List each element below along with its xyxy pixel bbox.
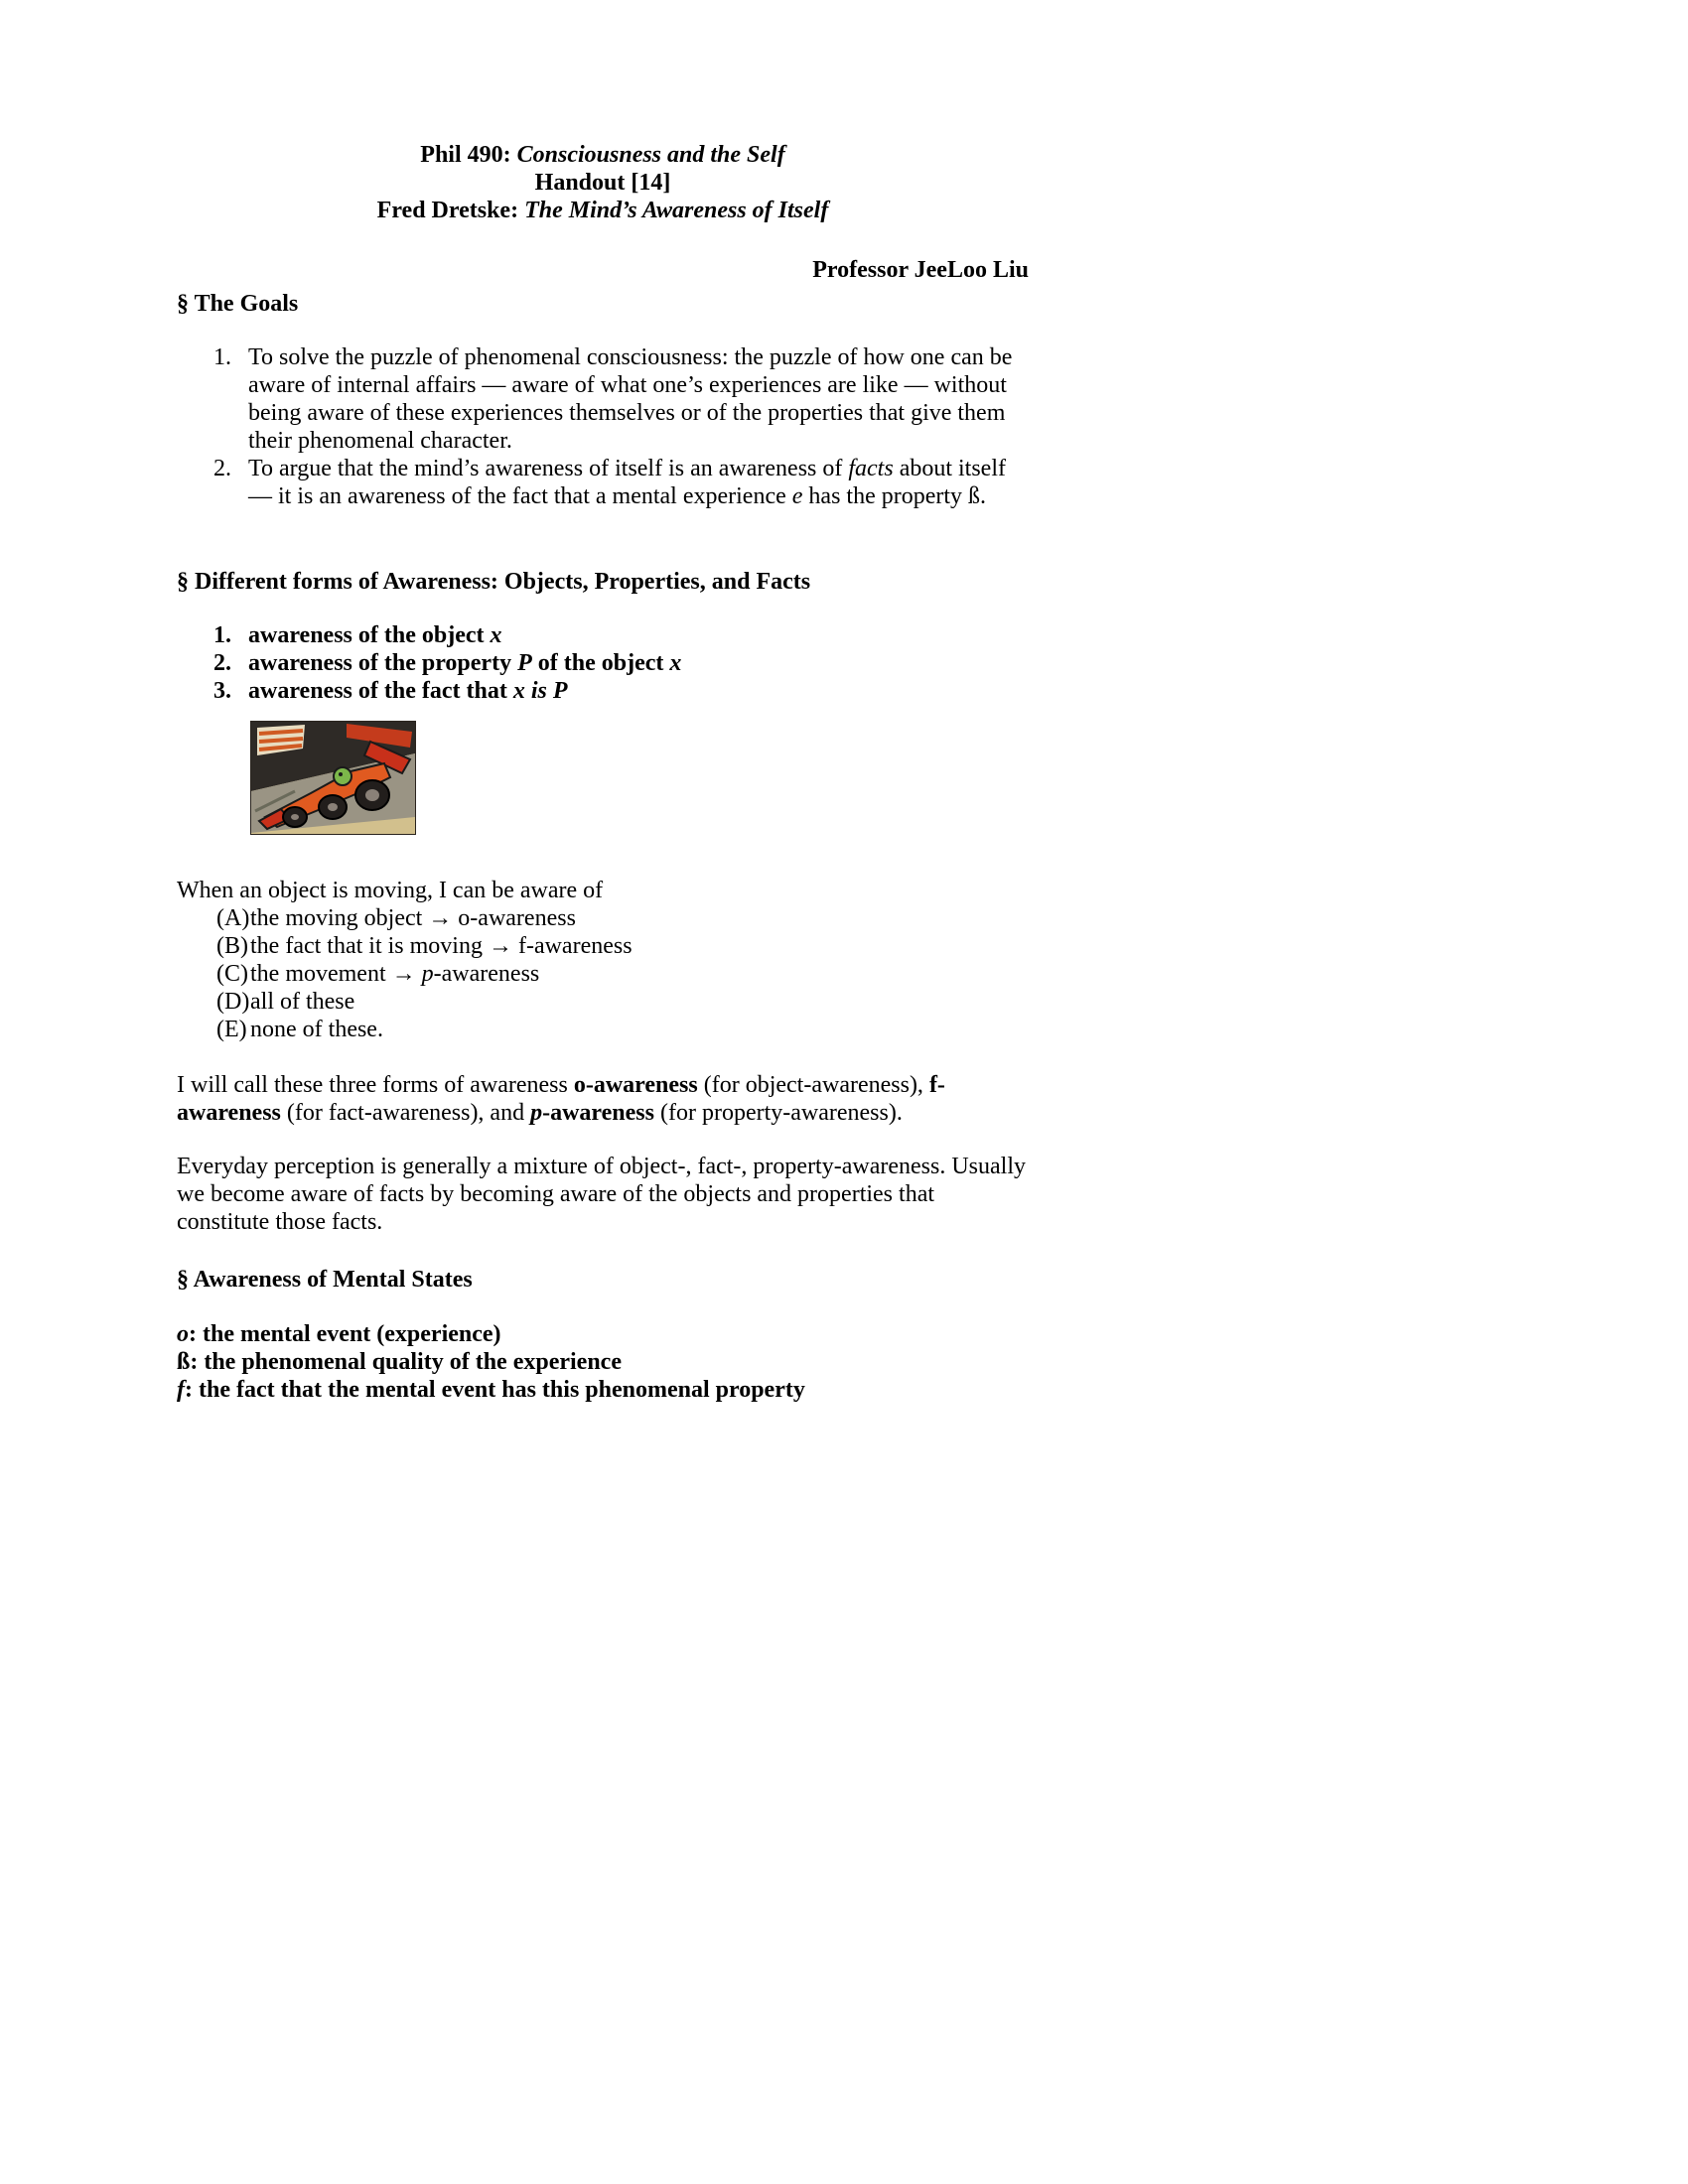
option-e (177, 1016, 1029, 1043)
goal-2-run: To argue that the mind’s awareness of itself is an awareness of (248, 456, 849, 481)
forms-item-3 (248, 677, 1029, 705)
mental-states-definitions (177, 1320, 1029, 1404)
reading-title: The Mind’s Awareness of Itself (524, 198, 829, 223)
option-label: (D) (216, 989, 250, 1015)
goal-2-italic: e (791, 483, 803, 509)
forms-run: awareness of the object (248, 622, 491, 648)
option-italic: p (421, 961, 434, 987)
option-text (250, 960, 539, 988)
forms-italic: x (669, 650, 682, 676)
course-name: Consciousness and the Self (516, 142, 785, 168)
option-label: (C) (216, 961, 248, 987)
definition-o (177, 1320, 1029, 1348)
everyday-paragraph: Everyday perception is generally a mixture of object-, fact-, property-awareness. Usually we become aware of facts by becoming aware of the objects and properties that constitute those facts. (177, 1154, 1026, 1235)
definition-beta: ß: the phenomenal quality of the experience (177, 1349, 622, 1375)
naming-run: I will call these three forms of awareness (177, 1072, 574, 1098)
race-car-illustration (251, 722, 415, 834)
option-label: (E) (216, 1017, 247, 1042)
forms-italic: x (490, 622, 502, 648)
option-d (177, 988, 1029, 1016)
forms-list (177, 621, 1029, 705)
definition-text: : the mental event (experience) (189, 1321, 501, 1347)
forms-item-1 (248, 621, 1029, 649)
naming-bold: -awareness (542, 1100, 654, 1126)
option-text: none of these. (250, 1017, 383, 1042)
list-item (177, 343, 1029, 455)
naming-paragraph (177, 1071, 1029, 1127)
option-label: (B) (216, 933, 248, 959)
list-item (177, 677, 1029, 705)
goal-2-run: has the property ß. (802, 483, 987, 509)
option-run: -awareness (433, 961, 540, 987)
list-item (177, 455, 1029, 510)
goal-2-run: about itself — it is an awareness of the fact that a mental experience (248, 456, 1006, 509)
reading-title-line (177, 197, 1029, 224)
forms-run: of the object (531, 650, 670, 676)
course-number: Phil 490: (420, 142, 517, 168)
list-item (177, 621, 1029, 649)
forms-heading: § Different forms of Awareness: Objects, Properties, and Facts (177, 569, 811, 595)
naming-run: (for property-awareness). (653, 1100, 903, 1126)
forms-italic: x is P (512, 678, 568, 704)
definition-f (177, 1376, 1029, 1404)
race-car-image (250, 721, 416, 835)
document-page (177, 141, 1029, 1404)
handout-number: Handout [14] (534, 170, 671, 196)
goals-list (177, 343, 1029, 510)
definition-text: : the fact that the mental event has this phenomenal property (185, 1377, 805, 1403)
naming-run: (for fact-awareness), and (280, 1100, 531, 1126)
list-item-number: 1. (213, 344, 231, 370)
option-label: (A) (216, 905, 250, 931)
goal-1-text: To solve the puzzle of phenomenal consciousness: the puzzle of how one can be aware of internal affairs — aware of what one’s experiences are like — without being aware of these experiences themselves or of the properties that give them their phenomenal character. (248, 344, 1013, 454)
forms-italic: P (517, 650, 532, 676)
movement-options (177, 904, 1029, 1043)
forms-run: awareness of the fact that (248, 678, 513, 704)
option-a (177, 904, 1029, 932)
naming-bold: f-awareness (177, 1072, 945, 1126)
naming-bold: o-awareness (573, 1072, 698, 1098)
forms-run: awareness of the property (248, 650, 518, 676)
mental-states-heading: § Awareness of Mental States (177, 1267, 473, 1293)
movement-intro: When an object is moving, I can be aware of (177, 878, 604, 903)
professor-byline: Professor JeeLoo Liu (812, 257, 1029, 283)
list-item (177, 649, 1029, 677)
option-text: all of these (250, 989, 355, 1015)
list-item-number: 3. (213, 678, 231, 704)
list-item-number: 2. (213, 456, 231, 481)
option-text: the moving object → o-awareness (250, 905, 576, 931)
option-text: the fact that it is moving → f-awareness (250, 933, 633, 959)
author-name: Fred Dretske: (376, 198, 525, 223)
naming-run: (for object-awareness), (697, 1072, 929, 1098)
option-c (177, 960, 1029, 988)
goals-heading: § The Goals (177, 291, 299, 317)
forms-item-2 (248, 649, 1029, 677)
goal-2-italic: facts (848, 456, 894, 481)
option-b (177, 932, 1029, 960)
naming-bold-italic: p (530, 1100, 543, 1126)
option-run: the movement → (250, 961, 422, 987)
definition-symbol: o (177, 1321, 189, 1347)
document-title (177, 141, 1029, 224)
list-item-number: 1. (213, 622, 231, 648)
goal-2-text (248, 455, 1029, 510)
list-item-number: 2. (213, 650, 231, 676)
definition-symbol: f (177, 1377, 185, 1403)
course-title-line (177, 141, 1029, 169)
